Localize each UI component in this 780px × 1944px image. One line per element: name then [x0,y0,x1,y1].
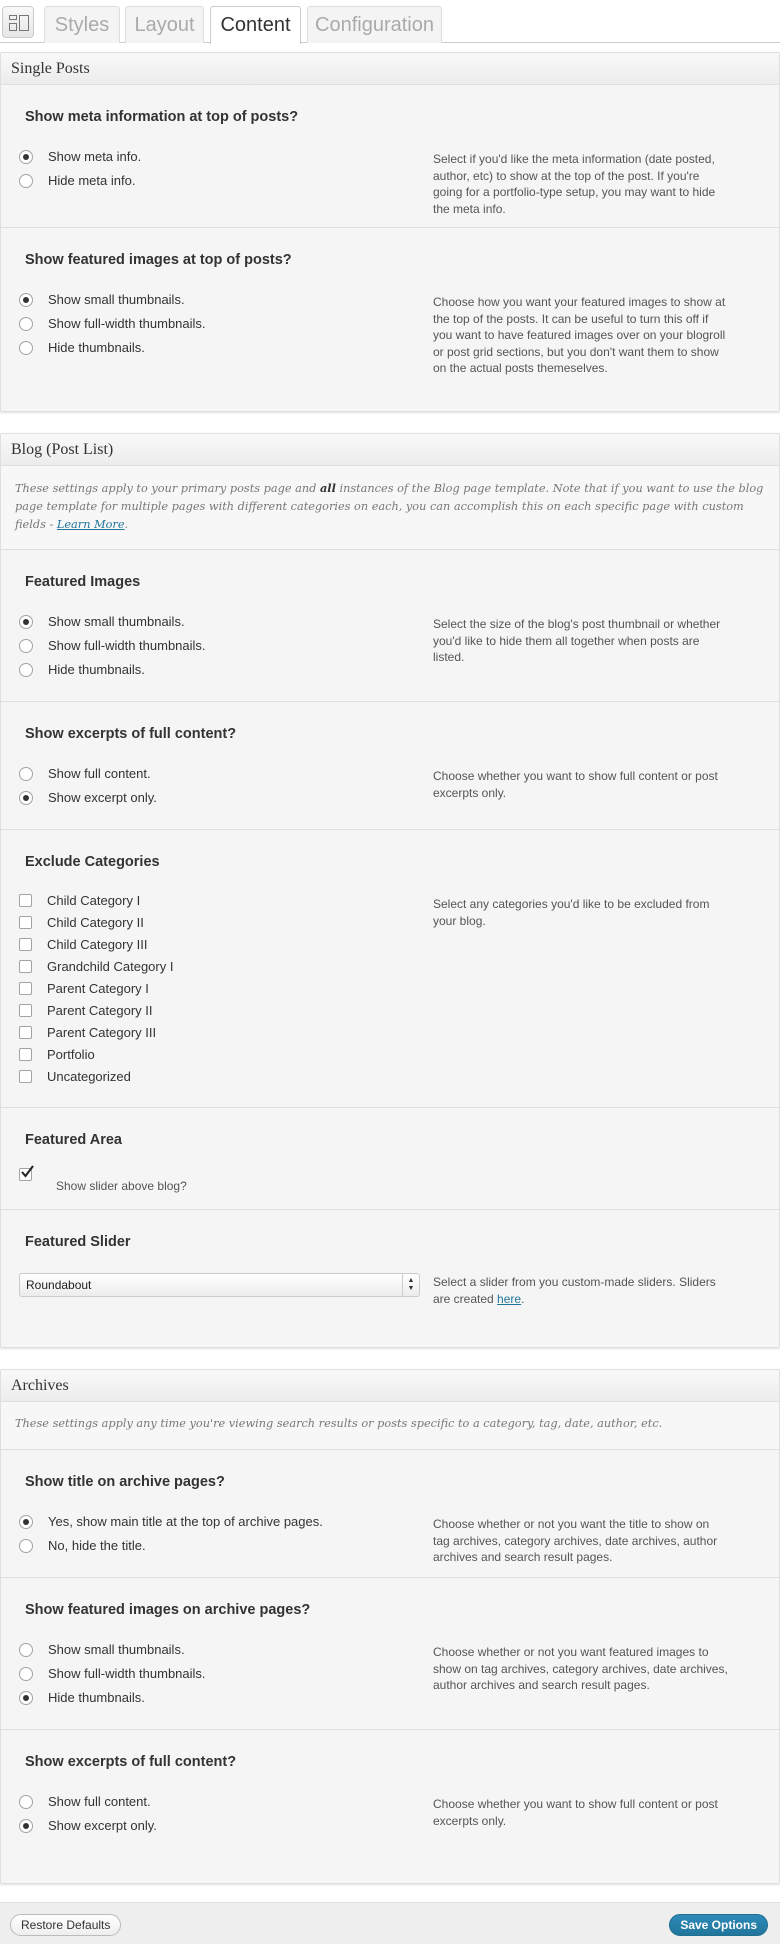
option-label: Show small thumbnails. [48,1642,185,1657]
description-emphasis: all [319,481,336,495]
radio-selected-icon[interactable] [19,791,33,805]
section-heading: Show title on archive pages? [25,1474,225,1490]
radio-selected-icon[interactable] [19,1515,33,1529]
featured-images-section [1,228,779,410]
restore-defaults-button[interactable]: Restore Defaults [10,1914,121,1936]
panel-description: These settings apply any time you're viewing search results or posts specific to a category, tag, date, author, etc. [1,1402,779,1450]
radio-icon[interactable] [19,767,33,781]
radio-selected-icon[interactable] [19,615,33,629]
section-heading: Show featured images on archive pages? [25,1602,311,1618]
help-text: Choose whether you want to show full content or post excerpts only. [433,769,718,800]
checkbox-icon[interactable] [19,938,32,951]
option-label: Hide thumbnails. [48,662,145,677]
option-label: Hide thumbnails. [48,1690,145,1705]
category-label: Child Category I [47,893,141,908]
options-tabs [0,0,780,43]
category-label: Parent Category III [47,1025,157,1040]
section-heading: Featured Area [25,1132,122,1148]
archive-images-section [1,1578,779,1730]
option-label: Show excerpt only. [48,1818,157,1833]
option-label: Show meta info. [48,149,142,164]
radio-selected-icon[interactable] [19,293,33,307]
panel-title: Blog (Post List) [1,434,779,466]
radio-icon[interactable] [19,1539,33,1553]
checkbox-icon[interactable] [19,1070,32,1083]
radio-icon[interactable] [19,174,33,188]
section-heading: Featured Slider [25,1234,131,1250]
sliders-here-link[interactable]: here [497,1291,522,1306]
description-text: These settings apply to your primary posts page and [15,482,320,495]
checkbox-icon[interactable] [19,982,32,995]
radio-selected-icon[interactable] [19,1691,33,1705]
option-label: Show full content. [48,1794,151,1809]
exclude-categories-section [1,830,779,1108]
help-text: Choose how you want your featured images to show at the top of the posts. It can be useful to turn this off if you want to have featured images over on your blogroll or post grid sections, but you don't want them to show on the actual posts themeselves. [433,295,726,375]
archive-title-section [1,1450,779,1578]
category-label: Portfolio [47,1047,95,1062]
radio-icon[interactable] [19,1643,33,1657]
help-text: Select any categories you'd like to be excluded from your blog. [433,897,710,928]
section-heading: Featured Images [25,574,141,590]
options-footer [0,1902,780,1944]
help-text [433,1274,729,1307]
option-label: Show small thumbnails. [48,614,185,629]
help-text: Select if you'd like the meta information (date posted, author, etc) to show at the top of the post. If you're going for a portfolio-type setup, you may want to hide the meta info. [433,152,716,216]
radio-selected-icon[interactable] [19,1819,33,1833]
section-heading: Show meta information at top of posts? [25,109,299,125]
learn-more-link[interactable]: Learn More [56,518,125,531]
option-label: No, hide the title. [48,1538,146,1553]
checkbox-icon[interactable] [19,1004,32,1017]
help-text-part: . [521,1291,525,1306]
blog-panel [0,433,780,1348]
blog-excerpts-section [1,702,779,830]
option-label: Show full-width thumbnails. [48,1666,206,1681]
section-heading: Exclude Categories [25,854,160,870]
tab-layout[interactable]: Layout [125,6,204,43]
tab-configuration[interactable]: Configuration [307,6,442,43]
radio-icon[interactable] [19,1795,33,1809]
meta-info-section [1,85,779,228]
description-text: instances of the Blog page template. Note that if you want to use the blog page template for multiple pages with different categories on each, you can accomplish this on each specific page with custom fields - [15,482,764,531]
help-text: Choose whether or not you want the title to show on tag archives, category archives, date archives, author archives and search result pages. [433,1517,718,1564]
option-label: Show small thumbnails. [48,292,185,307]
checkbox-icon[interactable] [19,1026,32,1039]
option-label: Show full-width thumbnails. [48,316,206,331]
option-label: Show excerpt only. [48,790,157,805]
slider-select[interactable] [19,1273,420,1297]
radio-icon[interactable] [19,1667,33,1681]
category-label: Uncategorized [47,1069,131,1084]
help-text-part: Select a slider from you custom-made sliders. Sliders are created [433,1275,716,1306]
option-label: Show full content. [48,766,151,781]
checkbox-label: Show slider above blog? [56,1179,187,1193]
checkbox-checked-icon[interactable] [19,1168,32,1181]
help-text: Choose whether or not you want featured images to show on tag archives, category archives, date archives, author archives and search result pages. [433,1645,728,1692]
save-options-button[interactable]: Save Options [669,1914,768,1936]
select-value: Roundabout [26,1278,92,1292]
archive-excerpts-section [1,1730,779,1880]
help-text: Select the size of the blog's post thumbnail or whether you'd like to hide them all together when posts are listed. [433,617,721,664]
layout-icon [2,6,34,38]
option-label: Show full-width thumbnails. [48,638,206,653]
category-label: Child Category II [47,915,144,930]
panel-title: Archives [1,1370,779,1402]
checkbox-icon[interactable] [19,894,32,907]
checkbox-icon[interactable] [19,960,32,973]
radio-icon[interactable] [19,639,33,653]
featured-area-section [1,1108,779,1210]
tab-content[interactable]: Content [210,6,301,44]
option-label: Yes, show main title at the top of archive pages. [48,1514,323,1529]
featured-slider-section [1,1210,779,1350]
blog-featured-images-section [1,550,779,702]
radio-icon[interactable] [19,341,33,355]
category-label: Grandchild Category I [47,959,174,974]
help-text: Choose whether you want to show full content or post excerpts only. [433,1797,718,1828]
panel-description [1,466,779,550]
single-posts-panel [0,52,780,412]
option-label: Hide thumbnails. [48,340,145,355]
section-heading: Show featured images at top of posts? [25,252,292,268]
select-arrows-icon: ▲ ▼ [402,1274,419,1296]
radio-selected-icon[interactable] [19,150,33,164]
panel-title: Single Posts [1,53,779,85]
section-heading: Show excerpts of full content? [25,726,237,742]
option-label: Hide meta info. [48,173,136,188]
description-text: . [124,518,129,531]
checkbox-icon[interactable] [19,916,32,929]
section-heading: Show excerpts of full content? [25,1754,237,1770]
category-label: Parent Category II [47,1003,153,1018]
checkbox-icon[interactable] [19,1048,32,1061]
archives-panel [0,1369,780,1884]
category-label: Child Category III [47,937,148,952]
tab-styles[interactable]: Styles [44,6,120,43]
radio-icon[interactable] [19,317,33,331]
category-label: Parent Category I [47,981,149,996]
radio-icon[interactable] [19,663,33,677]
